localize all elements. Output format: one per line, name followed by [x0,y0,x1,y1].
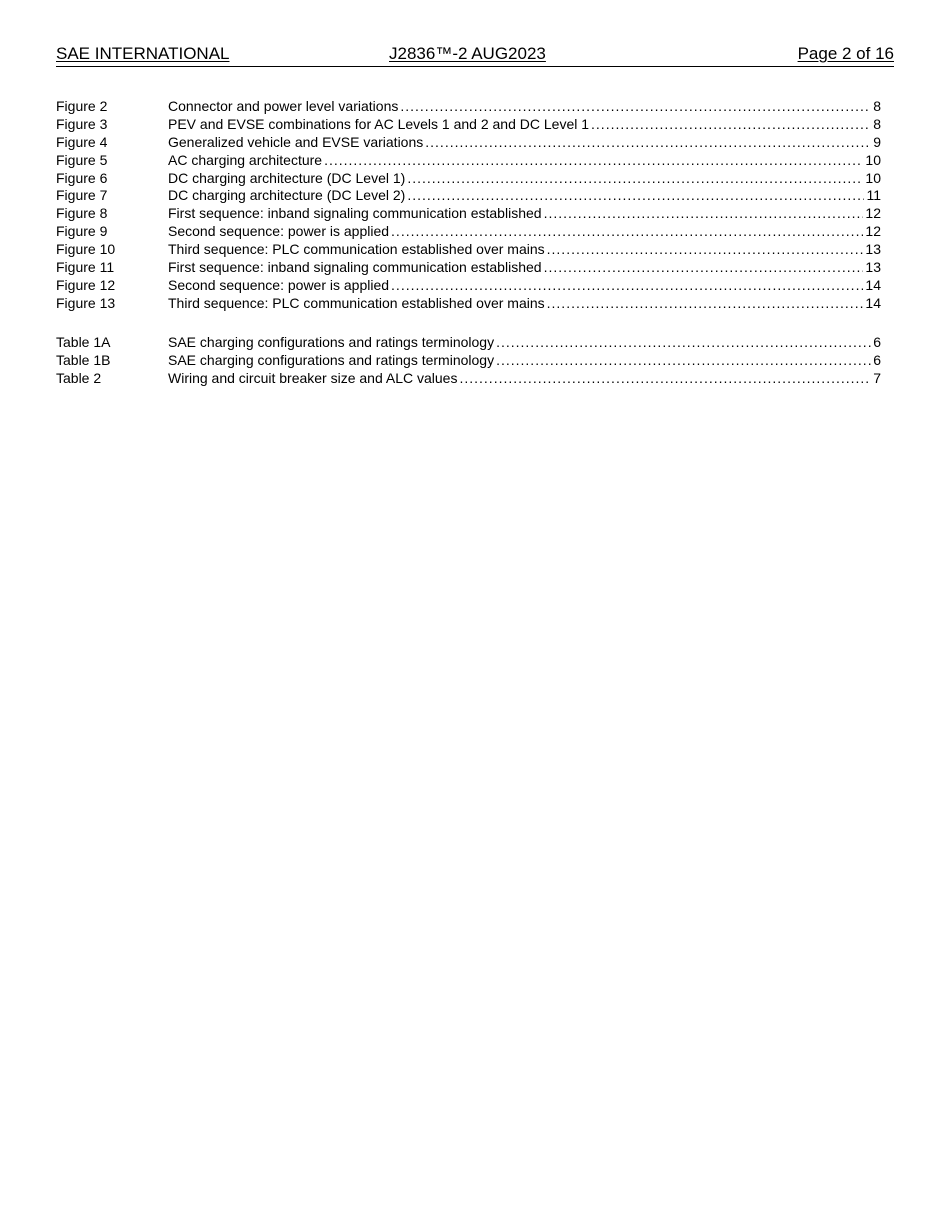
toc-entry[interactable] [56,259,881,277]
entry-page: 10 [865,151,881,168]
dot-leader [407,170,863,188]
dot-leader [547,241,864,259]
entry-label: Figure 11 [56,259,115,276]
entry-page: 12 [865,205,881,222]
entry-title: DC charging architecture (DC Level 1) [168,169,406,186]
dot-leader [496,334,871,352]
page-header [56,44,894,67]
entry-title: SAE charging configurations and ratings terminology [168,334,495,350]
entry-title: Third sequence: PLC communication established over mains [168,294,545,311]
toc-entry[interactable] [56,98,881,116]
dot-leader [391,223,863,241]
entry-label: Figure 12 [56,276,116,293]
dot-leader [324,152,863,170]
toc-entry[interactable] [56,170,881,188]
entry-title: SAE charging configurations and ratings terminology [168,351,495,368]
dot-leader [591,116,871,134]
entry-title: DC charging architecture (DC Level 2) [168,187,406,204]
entry-page: 6 [873,334,881,350]
toc-entry[interactable] [56,152,881,170]
entry-label: Figure 6 [56,169,108,186]
entry-label: Figure 5 [56,151,108,168]
entry-title: Third sequence: PLC communication established over mains [168,241,545,258]
entry-page: 11 [866,187,881,204]
dot-leader [496,352,871,370]
entry-label: Table 2 [56,369,102,386]
entry-label: Figure 9 [56,223,108,240]
dot-leader [407,187,864,205]
entry-page: 8 [873,115,881,132]
entry-page: 12 [865,223,881,240]
entry-page: 10 [865,169,881,186]
header-document-id: J2836™-2 AUG2023 [389,44,546,63]
toc-entry[interactable] [56,370,881,388]
dot-leader [544,259,864,277]
entry-page: 6 [873,351,881,368]
toc-entry[interactable] [56,223,881,241]
entry-label: Table 1B [56,351,111,368]
entry-title: Generalized vehicle and EVSE variations [168,133,424,150]
header-page-number: Page 2 of 16 [797,44,894,63]
entry-page: 14 [865,276,881,293]
toc-entry[interactable] [56,241,881,259]
list-of-tables [56,334,881,388]
dot-leader [425,134,871,152]
dot-leader [544,205,864,223]
entry-label: Figure 2 [56,98,108,114]
dot-leader [547,295,864,313]
entry-label: Figure 3 [56,115,108,132]
entry-page: 13 [865,259,881,276]
entry-label: Figure 13 [56,294,116,311]
header-publisher: SAE INTERNATIONAL [56,44,230,63]
entry-title: First sequence: inband signaling communication established [168,205,542,222]
entry-label: Figure 8 [56,205,108,222]
entry-title: First sequence: inband signaling communication established [168,259,542,276]
toc-entry[interactable] [56,205,881,223]
entry-page: 7 [873,369,881,386]
dot-leader [400,98,871,116]
entry-title: Second sequence: power is applied [168,276,390,293]
toc-entry[interactable] [56,334,881,352]
entry-page: 9 [873,133,881,150]
entry-label: Figure 10 [56,241,116,258]
entry-label: Table 1A [56,334,111,350]
entry-title: Second sequence: power is applied [168,223,390,240]
dot-leader [391,277,863,295]
entry-label: Figure 7 [56,187,108,204]
entry-label: Figure 4 [56,133,108,150]
entry-title: Wiring and circuit breaker size and ALC values [168,369,458,386]
entry-page: 13 [865,241,881,258]
list-of-figures [56,98,881,313]
toc-entry[interactable] [56,187,881,205]
entry-title: AC charging architecture [168,151,323,168]
dot-leader [459,370,871,388]
toc-entry[interactable] [56,116,881,134]
toc-entry[interactable] [56,134,881,152]
toc-entry[interactable] [56,295,881,313]
entry-title: PEV and EVSE combinations for AC Levels 1 and 2 and DC Level 1 [168,115,590,132]
toc-entry[interactable] [56,277,881,295]
toc-entry[interactable] [56,352,881,370]
entry-page: 8 [873,98,881,114]
entry-title: Connector and power level variations [168,98,399,114]
entry-page: 14 [865,294,881,311]
